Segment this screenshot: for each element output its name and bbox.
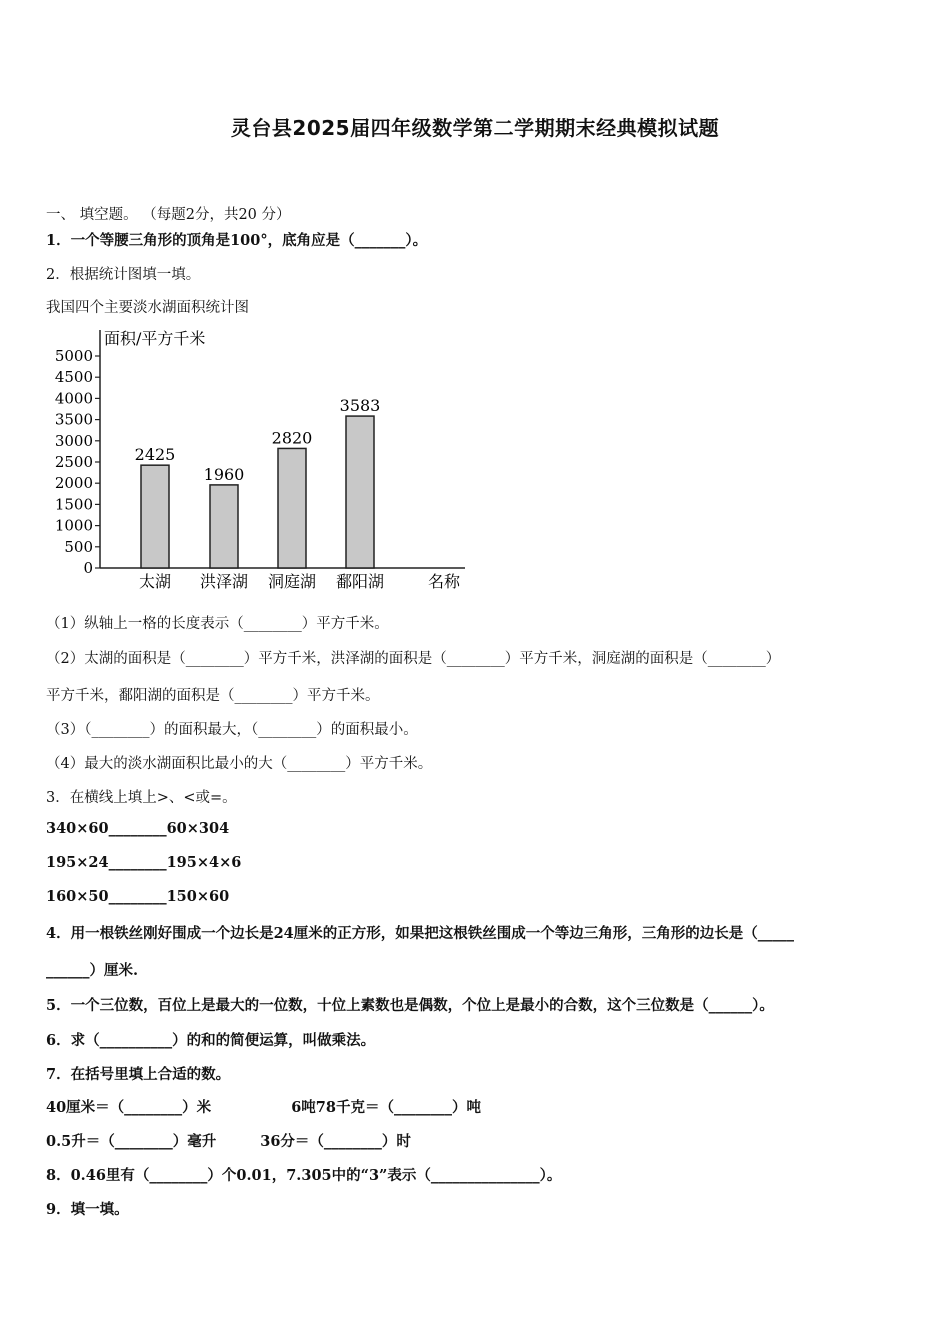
y-tick-label: 4000 bbox=[54, 389, 93, 408]
x-category-label: 洪泽湖 bbox=[199, 572, 249, 591]
question-7: 7．在括号里填上合适的数。 bbox=[46, 1066, 231, 1083]
y-tick-label: 5000 bbox=[54, 347, 93, 365]
y-tick-label: 3500 bbox=[54, 410, 93, 429]
question-2-3: （3）（________）的面积最大，（________）的面积最小。 bbox=[46, 722, 418, 738]
question-1: 1．一个等腰三角形的顶角是100°，底角应是（_______）。 bbox=[46, 232, 428, 249]
compare-b: 195×24________195×4×6 bbox=[46, 854, 242, 871]
question-6: 6．求（__________）的和的简便运算，叫做乘法。 bbox=[46, 1032, 376, 1049]
bar-chart bbox=[40, 322, 480, 598]
conversion-cm-m: 40厘米＝（________）米 bbox=[46, 1099, 212, 1116]
y-tick-label: 4500 bbox=[54, 368, 93, 387]
y-tick-label: 1000 bbox=[54, 516, 93, 535]
bar-value-label: 2820 bbox=[271, 428, 313, 448]
y-tick-label: 3000 bbox=[54, 431, 93, 450]
bar-chart-svg bbox=[40, 322, 480, 598]
bar-value-label: 1960 bbox=[203, 464, 245, 484]
x-axis-label: 名称 bbox=[428, 572, 461, 591]
y-tick-label: 2500 bbox=[54, 453, 93, 471]
question-4b: ______）厘米. bbox=[46, 962, 139, 979]
y-tick-label: 0 bbox=[83, 559, 93, 577]
question-9: 9．填一填。 bbox=[46, 1201, 129, 1218]
question-5: 5．一个三位数，百位上是最大的一位数，十位上素数也是偶数，个位上是最小的合数，这个三位数是（______）。 bbox=[46, 997, 774, 1014]
x-category-label: 鄱阳湖 bbox=[335, 572, 385, 591]
question-2-2a: （2）太湖的面积是（________）平方千米，洪泽湖的面积是（________）平方千米，洞庭湖的面积是（________） bbox=[46, 651, 781, 667]
bar bbox=[278, 448, 306, 568]
page-title: 灵台县2025届四年级数学第二学期期末经典模拟试题 bbox=[230, 116, 720, 140]
question-7-row-2 bbox=[46, 1130, 411, 1151]
y-tick-label: 2000 bbox=[54, 474, 93, 493]
conversion-min-h: 36分＝（________）时 bbox=[260, 1133, 411, 1150]
question-2-2b: 平方千米，鄱阳湖的面积是（________）平方千米。 bbox=[46, 688, 380, 704]
chart-caption: 我国四个主要淡水湖面积统计图 bbox=[46, 300, 249, 316]
question-2-4: （4）最大的淡水湖面积比最小的大（________）平方千米。 bbox=[46, 756, 433, 772]
section-heading: 一、 填空题。 （每题2分，共20 分） bbox=[46, 207, 291, 223]
question-7-row-1 bbox=[46, 1096, 481, 1117]
conversion-l-ml: 0.5升＝（________）毫升 bbox=[46, 1133, 217, 1150]
bar-value-label: 2425 bbox=[134, 445, 176, 465]
question-4a: 4．用一根铁丝刚好围成一个边长是24厘米的正方形，如果把这根铁丝围成一个等边三角形，三角形的边长是（_____ bbox=[46, 925, 795, 942]
x-category-label: 太湖 bbox=[138, 572, 172, 591]
question-8: 8．0.46里有（________）个0.01，7.305中的“3”表示（_______________）。 bbox=[46, 1167, 562, 1184]
compare-c: 160×50________150×60 bbox=[46, 888, 230, 905]
y-axis-label: 面积/平方千米 bbox=[104, 329, 206, 348]
question-2: 2．根据统计图填一填。 bbox=[46, 267, 201, 283]
compare-a: 340×60________60×304 bbox=[46, 820, 230, 837]
x-category-label: 洞庭湖 bbox=[267, 572, 317, 591]
conversion-ton-kg: 6吨78千克＝（________）吨 bbox=[291, 1099, 481, 1116]
y-tick-label: 1500 bbox=[54, 495, 93, 514]
bar bbox=[210, 485, 238, 568]
bar-value-label: 3583 bbox=[339, 396, 381, 416]
question-3: 3．在横线上填上>、<或=。 bbox=[46, 790, 237, 806]
y-tick-label: 500 bbox=[64, 537, 93, 556]
bar bbox=[141, 465, 169, 568]
bar bbox=[346, 416, 374, 568]
question-2-1: （1）纵轴上一格的长度表示（________）平方千米。 bbox=[46, 616, 389, 632]
